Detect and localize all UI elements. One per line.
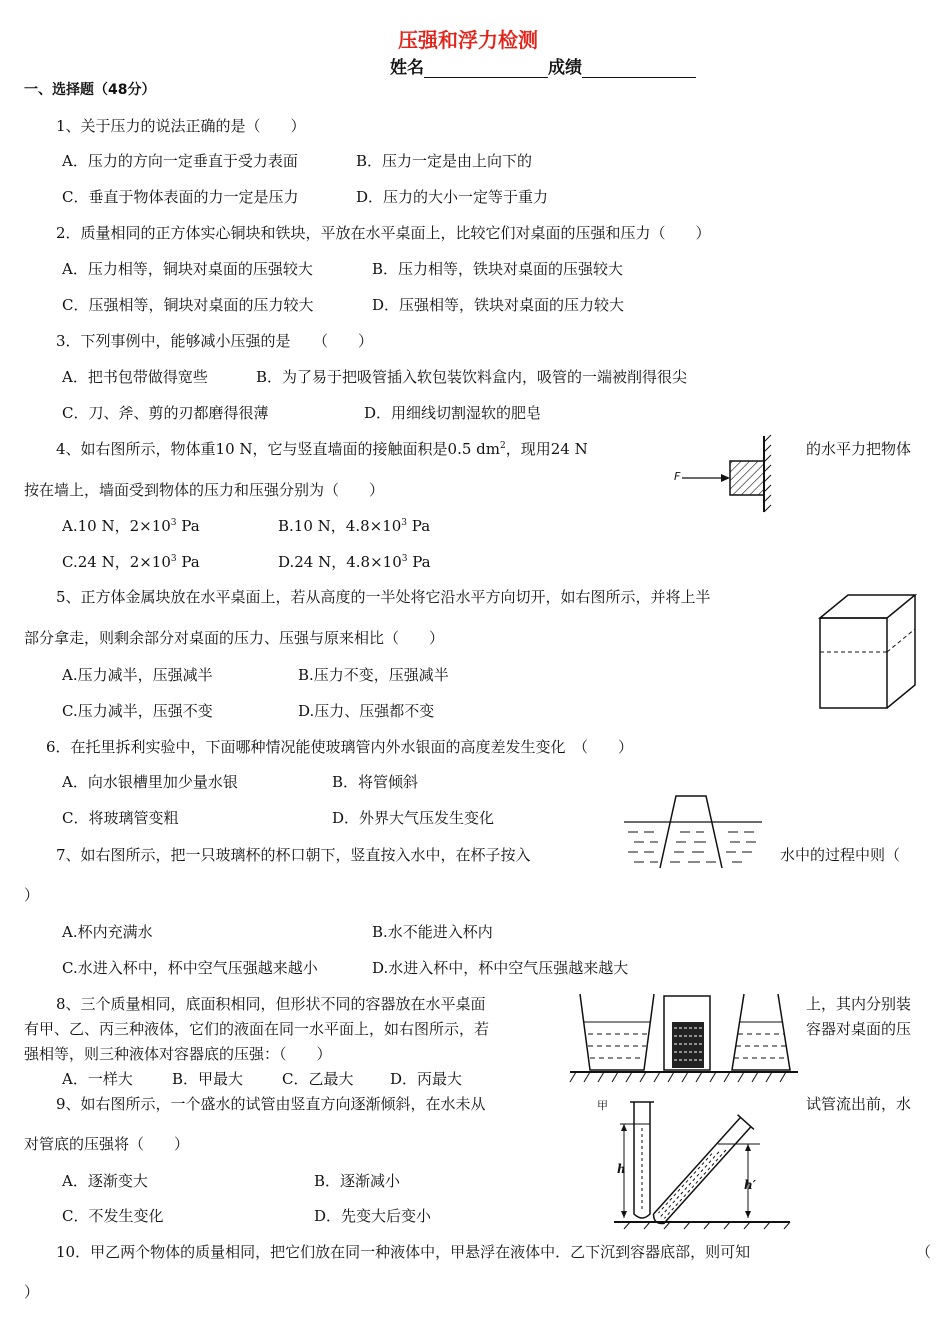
q1-option-a: A．压力的方向一定垂直于受力表面 bbox=[62, 152, 298, 170]
name-score-line bbox=[390, 53, 696, 78]
q4-force-label: F bbox=[674, 470, 681, 483]
q1-option-d: D．压力的大小一定等于重力 bbox=[356, 188, 549, 206]
question-7-line-1: 7、如右图所示，把一只玻璃杯的杯口朝下，竖直按入水中，在杯子按入 bbox=[56, 846, 531, 864]
q3-option-b: B．为了易于把吸管插入软包装饮料盒内，吸管的一端被削得很尖 bbox=[256, 368, 688, 386]
q9-option-a: A．逐渐变大 bbox=[62, 1172, 148, 1190]
question-9-line-1-tail: 试管流出前，水 bbox=[806, 1095, 912, 1113]
q7-option-b: B.水不能进入杯内 bbox=[372, 923, 493, 941]
q3-option-c: C．刀、斧、剪的刃都磨得很薄 bbox=[62, 404, 269, 422]
q7-glass-in-water-figure bbox=[622, 788, 764, 870]
q5-option-a: A.压力减半，压强减半 bbox=[62, 666, 213, 684]
q2-option-c: C．压强相等，铜块对桌面的压力较大 bbox=[62, 296, 314, 314]
score-field[interactable] bbox=[582, 59, 696, 78]
q4-option-c: C.24 N，$2\times 10^3$ Pa bbox=[62, 553, 200, 571]
q6-option-a: A．向水银槽里加少量水银 bbox=[62, 773, 238, 791]
question-7-line-1-tail: 水中的过程中则（ bbox=[780, 846, 901, 864]
q4-option-a: A.10 N，$2\times 10^3$ Pa bbox=[62, 517, 200, 535]
q7-option-a: A.杯内充满水 bbox=[62, 923, 153, 941]
q8-three-containers-figure bbox=[566, 990, 800, 1086]
question-5-line-1: 5、正方体金属块放在水平桌面上，若从高度的一半处将它沿水平方向切开，如右图所示，并将上半 bbox=[56, 588, 711, 606]
question-8-line-1-tail: 上，其内分别装 bbox=[806, 995, 912, 1013]
question-10-line-1: 10．甲乙两个物体的质量相同，把它们放在同一种液体中，甲悬浮在液体中．乙下沉到容器底部，则可知 bbox=[56, 1243, 751, 1261]
q5-option-d: D.压力、压强都不变 bbox=[298, 702, 435, 720]
page-title: 压强和浮力检测 bbox=[398, 28, 538, 52]
name-label: 姓名 bbox=[390, 58, 424, 78]
question-8-line-2-tail: 容器对桌面的压 bbox=[806, 1020, 912, 1038]
question-9-line-2: 对管底的压强将（ ） bbox=[24, 1135, 190, 1153]
q8-option-d: D．丙最大 bbox=[390, 1070, 463, 1088]
question-1: 1、关于压力的说法正确的是（ ） bbox=[56, 117, 306, 135]
q6-option-b: B．将管倾斜 bbox=[332, 773, 419, 791]
q1-option-c: C．垂直于物体表面的力一定是压力 bbox=[62, 188, 299, 206]
q3-option-a: A．把书包带做得宽些 bbox=[62, 368, 208, 386]
q9-option-d: D．先变大后变小 bbox=[314, 1207, 432, 1225]
q9-option-c: C．不发生变化 bbox=[62, 1207, 164, 1225]
q8-option-b: B．甲最大 bbox=[172, 1070, 244, 1088]
question-7-line-2: ） bbox=[24, 886, 40, 904]
question-4-line-1: 4、如右图所示，物体重10 N，它与竖直墙面的接触面积是0.5 $dm^2$，现用24 N bbox=[56, 440, 588, 458]
q8-option-a: A．一样大 bbox=[62, 1070, 133, 1088]
q7-option-d: D.水进入杯中，杯中空气压强越来越大 bbox=[372, 959, 629, 977]
q9-figure-label-h: h bbox=[617, 1162, 626, 1176]
q5-cube-figure bbox=[815, 592, 921, 712]
q1-option-b: B．压力一定是由上向下的 bbox=[356, 152, 533, 170]
question-6: 6．在托里拆利实验中，下面哪种情况能使玻璃管内外水银面的高度差发生变化 （ ） bbox=[46, 738, 634, 756]
q2-option-b: B．压力相等，铁块对桌面的压强较大 bbox=[372, 260, 624, 278]
q5-option-b: B.压力不变，压强减半 bbox=[298, 666, 449, 684]
question-2: 2．质量相同的正方体实心铜块和铁块，平放在水平桌面上，比较它们对桌面的压强和压力（ ） bbox=[56, 224, 711, 242]
q7-option-c: C.水进入杯中，杯中空气压强越来越小 bbox=[62, 959, 318, 977]
q6-option-c: C．将玻璃管变粗 bbox=[62, 809, 179, 827]
question-4-line-2: 按在墙上，墙面受到物体的压力和压强分别为（ ） bbox=[24, 481, 385, 499]
question-5-line-2: 部分拿走，则剩余部分对桌面的压力、压强与原来相比（ ） bbox=[24, 629, 445, 647]
question-10-paren-open: （ bbox=[916, 1243, 932, 1261]
name-field[interactable] bbox=[424, 59, 548, 78]
question-8-line-1: 8、三个质量相同，底面积相同，但形状不同的容器放在水平桌面 bbox=[56, 995, 486, 1013]
question-4-line-1-tail: 的水平力把物体 bbox=[806, 440, 912, 458]
q4-option-b: B.10 N，$4.8\times 10^3$ Pa bbox=[278, 517, 431, 535]
q2-option-a: A．压力相等，铜块对桌面的压强较大 bbox=[62, 260, 313, 278]
q6-option-d: D．外界大气压发生变化 bbox=[332, 809, 495, 827]
q4-option-d: D.24 N，$4.8\times 10^3$ Pa bbox=[278, 553, 431, 571]
q3-option-d: D．用细线切割湿软的肥皂 bbox=[364, 404, 542, 422]
question-9-line-1: 9、如右图所示，一个盛水的试管由竖直方向逐渐倾斜，在水未从 bbox=[56, 1095, 486, 1113]
q4-wall-block-figure bbox=[668, 432, 788, 514]
question-8-line-3: 强相等，则三种液体对容器底的压强：（ ） bbox=[24, 1045, 332, 1063]
question-3: 3．下列事例中，能够减小压强的是 （ ） bbox=[56, 332, 374, 350]
q9-test-tube-figure bbox=[600, 1094, 792, 1230]
q2-option-d: D．压强相等，铁块对桌面的压力较大 bbox=[372, 296, 625, 314]
question-8-line-2: 有甲、乙、丙三种液体，它们的液面在同一水平面上，如右图所示，若 bbox=[24, 1020, 490, 1038]
section-heading: 一、选择题（48分） bbox=[24, 82, 156, 98]
q9-option-b: B．逐渐减小 bbox=[314, 1172, 401, 1190]
question-10-paren-close: ） bbox=[24, 1283, 40, 1301]
score-label: 成绩 bbox=[548, 58, 582, 78]
q9-figure-label-jia: 甲 bbox=[597, 1099, 608, 1112]
q5-option-c: C.压力减半，压强不变 bbox=[62, 702, 213, 720]
q9-figure-label-h-prime: h′ bbox=[744, 1178, 756, 1192]
q8-option-c: C．乙最大 bbox=[282, 1070, 354, 1088]
